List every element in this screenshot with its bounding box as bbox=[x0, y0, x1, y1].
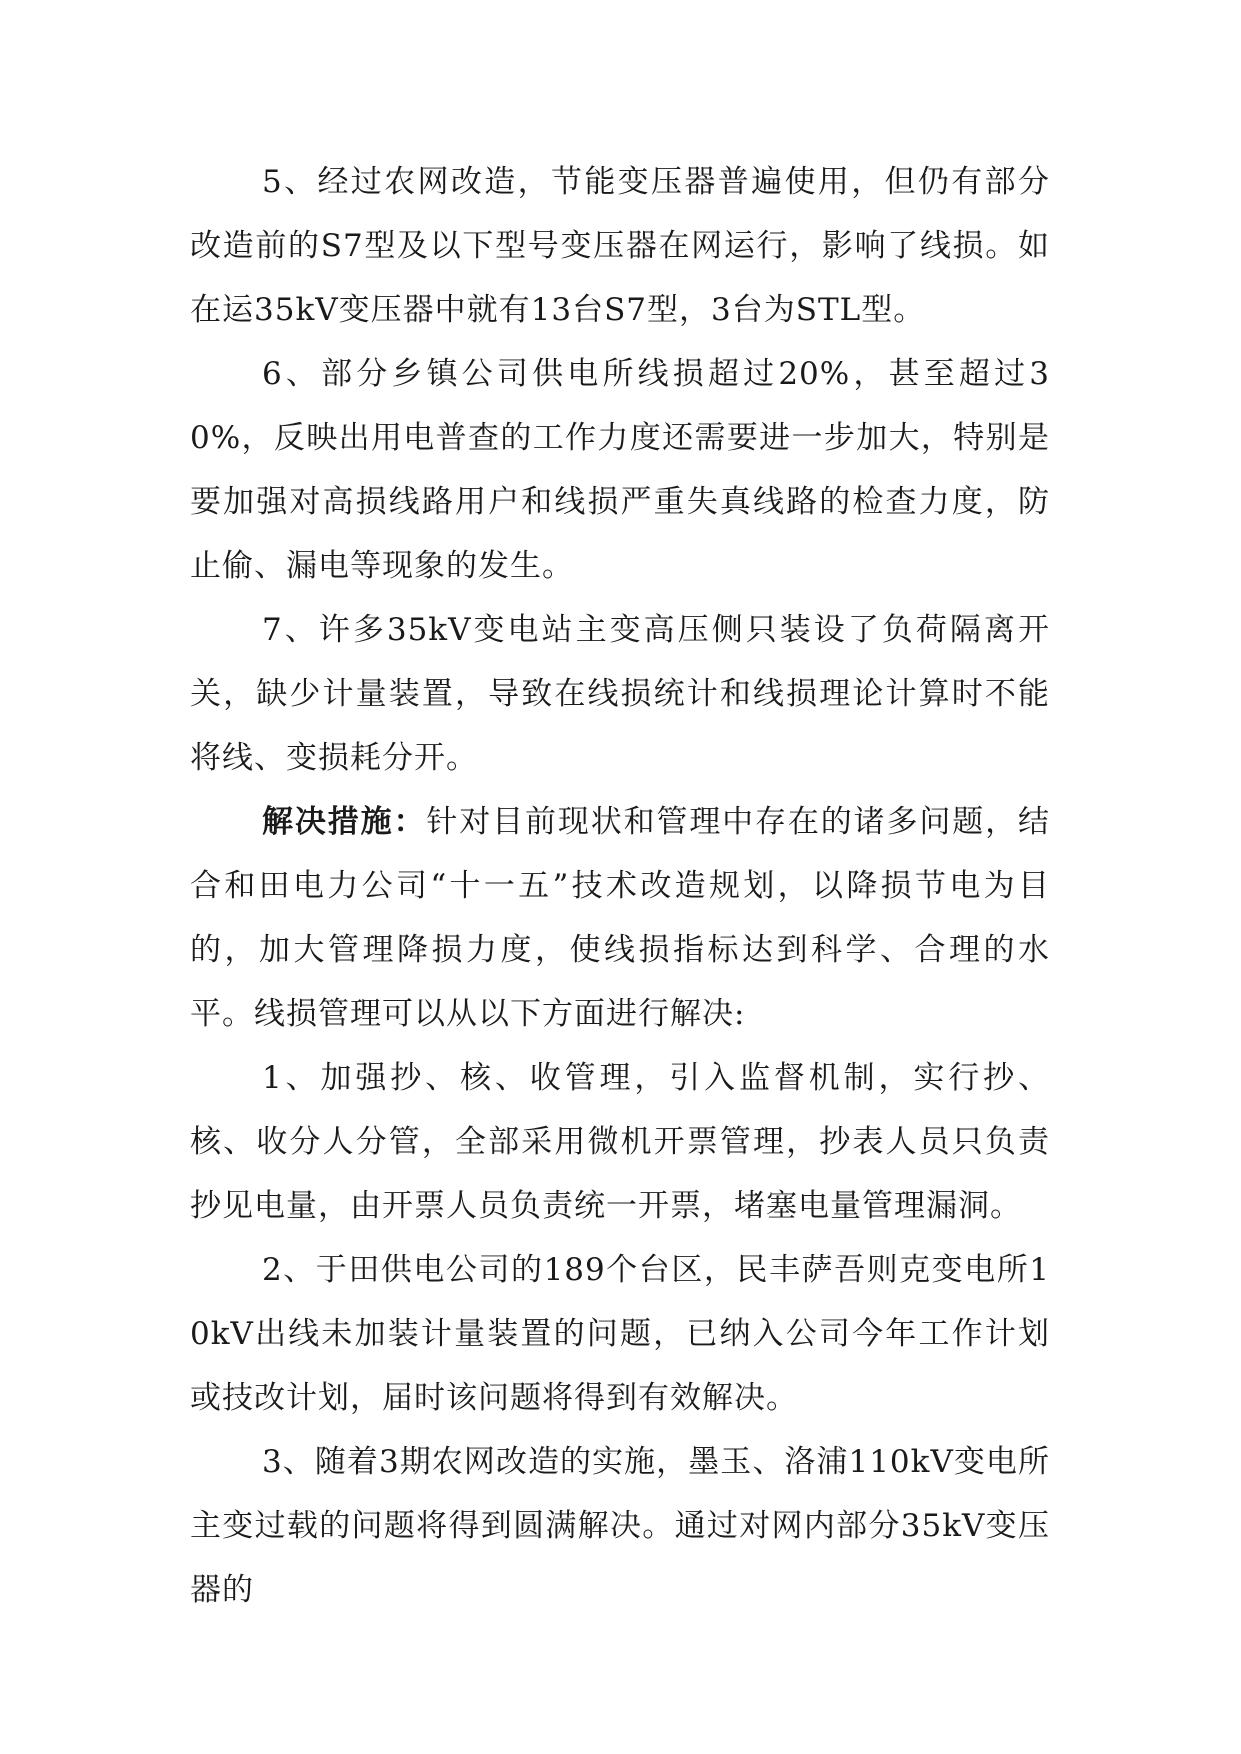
paragraph-text: 7、许多35kV变电站主变高压侧只装设了负荷隔离开关，缺少计量装置，导致在线损统计和线损理论计算时不能将线、变损耗分开。 bbox=[190, 612, 1050, 776]
paragraph-7 bbox=[190, 598, 1050, 790]
paragraph-measure-3 bbox=[190, 1430, 1050, 1622]
paragraph-text: 2、于田供电公司的189个台区，民丰萨吾则克变电所10kV出线未加装计量装置的问题，已纳入公司今年工作计划或技改计划，届时该问题将得到有效解决。 bbox=[190, 1252, 1050, 1416]
paragraph-5 bbox=[190, 150, 1050, 342]
paragraph-text: 5、经过农网改造，节能变压器普遍使用，但仍有部分改造前的S7型及以下型号变压器在网运行，影响了线损。如在运35kV变压器中就有13台S7型，3台为STL型。 bbox=[190, 164, 1050, 328]
paragraph-text: 3、随着3期农网改造的实施，墨玉、洛浦110kV变电所主变过载的问题将得到圆满解决。通过对网内部分35kV变压器的 bbox=[190, 1444, 1050, 1608]
paragraph-measure-1 bbox=[190, 1046, 1050, 1238]
solutions-heading: 解决措施： bbox=[262, 804, 427, 840]
paragraph-measure-2 bbox=[190, 1238, 1050, 1430]
paragraph-text: 6、部分乡镇公司供电所线损超过20%，甚至超过30%，反映出用电普查的工作力度还需要进一步加大，特别是要加强对高损线路用户和线损严重失真线路的检查力度，防止偷、漏电等现象的发生。 bbox=[190, 356, 1050, 584]
paragraph-6 bbox=[190, 342, 1050, 598]
paragraph-solutions bbox=[190, 790, 1050, 1046]
paragraph-text: 1、加强抄、核、收管理，引入监督机制，实行抄、核、收分人分管，全部采用微机开票管理，抄表人员只负责抄见电量，由开票人员负责统一开票，堵塞电量管理漏洞。 bbox=[190, 1060, 1050, 1224]
paragraph-text: 针对目前现状和管理中存在的诸多问题，结合和田电力公司“十一五”技术改造规划，以降损节电为目的，加大管理降损力度，使线损指标达到科学、合理的水平。线损管理可以从以下方面进行解决: bbox=[190, 804, 1051, 1032]
document-body bbox=[190, 150, 1050, 1622]
